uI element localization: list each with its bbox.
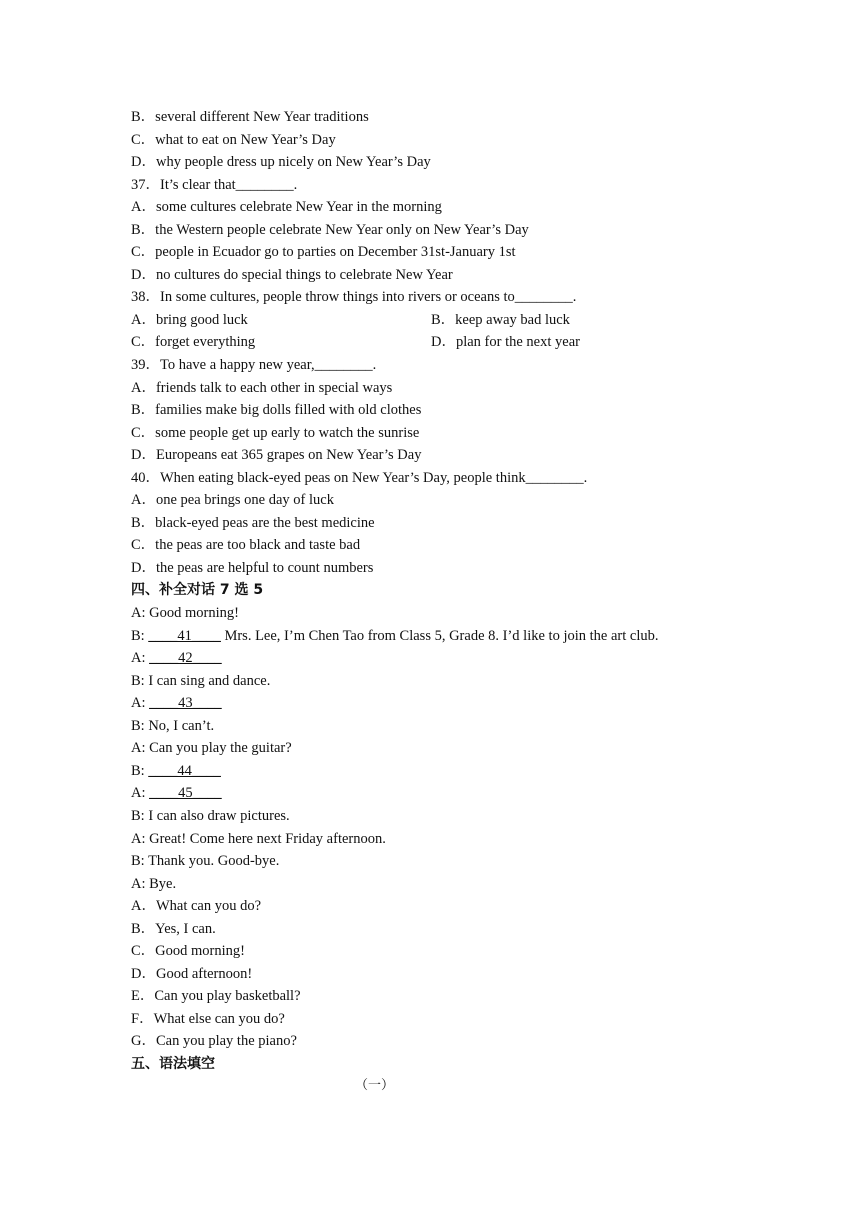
q36-option-d: D．why people dress up nicely on New Year’s Day	[131, 154, 431, 171]
section-4-title: 四、补全对话 7 选 5	[131, 582, 264, 599]
q36-option-b: B．several different New Year traditions	[131, 109, 369, 125]
dialogue-line: B: Thank you. Good-bye.	[131, 853, 280, 870]
question-38: 38．In some cultures, people throw things into rivers or oceans to________.	[131, 289, 577, 306]
q38-option-c: C．forget everything	[131, 334, 256, 351]
question-39: 39．To have a happy new year,________.	[131, 357, 377, 374]
blank-44: ____44____	[148, 762, 221, 779]
dialogue-line: B: I can also draw pictures.	[131, 807, 290, 824]
dialogue-line: A: Good morning!	[131, 605, 239, 622]
q38-option-a: A．bring good luck	[131, 311, 248, 328]
dialogue-option-c: C．Good morning!	[131, 943, 245, 960]
q37-option-a: A．some cultures celebrate New Year in the morning	[131, 199, 442, 216]
blank-43: ____43____	[149, 695, 222, 712]
q40-option-c: C．the peas are too black and taste bad	[131, 537, 361, 554]
page-footer: （一）	[355, 1077, 395, 1092]
q39-option-c: C．some people get up early to watch the sunrise	[131, 424, 420, 441]
dialogue-option-f: F．What else can you do?	[131, 1010, 285, 1027]
q37-option-c: C．people in Ecuador go to parties on December 31st-January 1st	[131, 244, 516, 261]
blank-41: ____41____	[148, 627, 221, 644]
q38-options-row-1	[131, 309, 731, 332]
q38-options-row-2	[131, 331, 731, 354]
dialogue-option-g: G．Can you play the piano?	[131, 1033, 297, 1050]
q40-option-d: D．the peas are helpful to count numbers	[131, 559, 374, 576]
q40-option-a: A．one pea brings one day of luck	[131, 492, 334, 509]
dialogue-option-a: A．What can you do?	[131, 898, 262, 915]
q37-option-b: B．the Western people celebrate New Year only on New Year’s Day	[131, 221, 529, 238]
dialogue-line: B: No, I can’t.	[131, 717, 215, 734]
section-5-title: 五、语法填空	[131, 1055, 215, 1072]
dialogue-line: A: Can you play the guitar?	[131, 740, 292, 757]
dialogue-option-d: D．Good afternoon!	[131, 965, 253, 982]
blank-42: ____42____	[149, 650, 222, 667]
dialogue-line: A: Great! Come here next Friday afternoon.	[131, 830, 386, 847]
dialogue-line: A: ____42____	[131, 650, 222, 667]
q36-option-c: C．what to eat on New Year’s Day	[131, 131, 336, 148]
q39-option-b: B．families make big dolls filled with old clothes	[131, 402, 422, 419]
dialogue-option-b: B．Yes, I can.	[131, 920, 216, 937]
dialogue-line: A: ____45____	[131, 785, 222, 802]
dialogue-line: B: ____41____ Mrs. Lee, I’m Chen Tao from Class 5, Grade 8. I’d like to join the art club.	[131, 627, 659, 644]
q38-option-b: B．keep away bad luck	[431, 311, 570, 328]
worksheet-page	[131, 106, 731, 1076]
dialogue-option-e: E．Can you play basketball?	[131, 988, 301, 1005]
dialogue-line: A: Bye.	[131, 875, 177, 892]
q39-option-d: D．Europeans eat 365 grapes on New Year’s Day	[131, 447, 422, 464]
q39-option-a: A．friends talk to each other in special ways	[131, 379, 393, 396]
blank-45: ____45____	[149, 785, 222, 802]
dialogue-line: B: I can sing and dance.	[131, 672, 271, 689]
dialogue-line: B: ____44____	[131, 762, 221, 779]
q37-option-d: D．no cultures do special things to celebrate New Year	[131, 266, 453, 283]
q38-option-d: D．plan for the next year	[431, 334, 580, 351]
question-40: 40．When eating black-eyed peas on New Year’s Day, people think________.	[131, 469, 588, 486]
question-37: 37．It’s clear that________.	[131, 176, 298, 193]
dialogue-line: A: ____43____	[131, 695, 222, 712]
q40-option-b: B．black-eyed peas are the best medicine	[131, 514, 375, 531]
